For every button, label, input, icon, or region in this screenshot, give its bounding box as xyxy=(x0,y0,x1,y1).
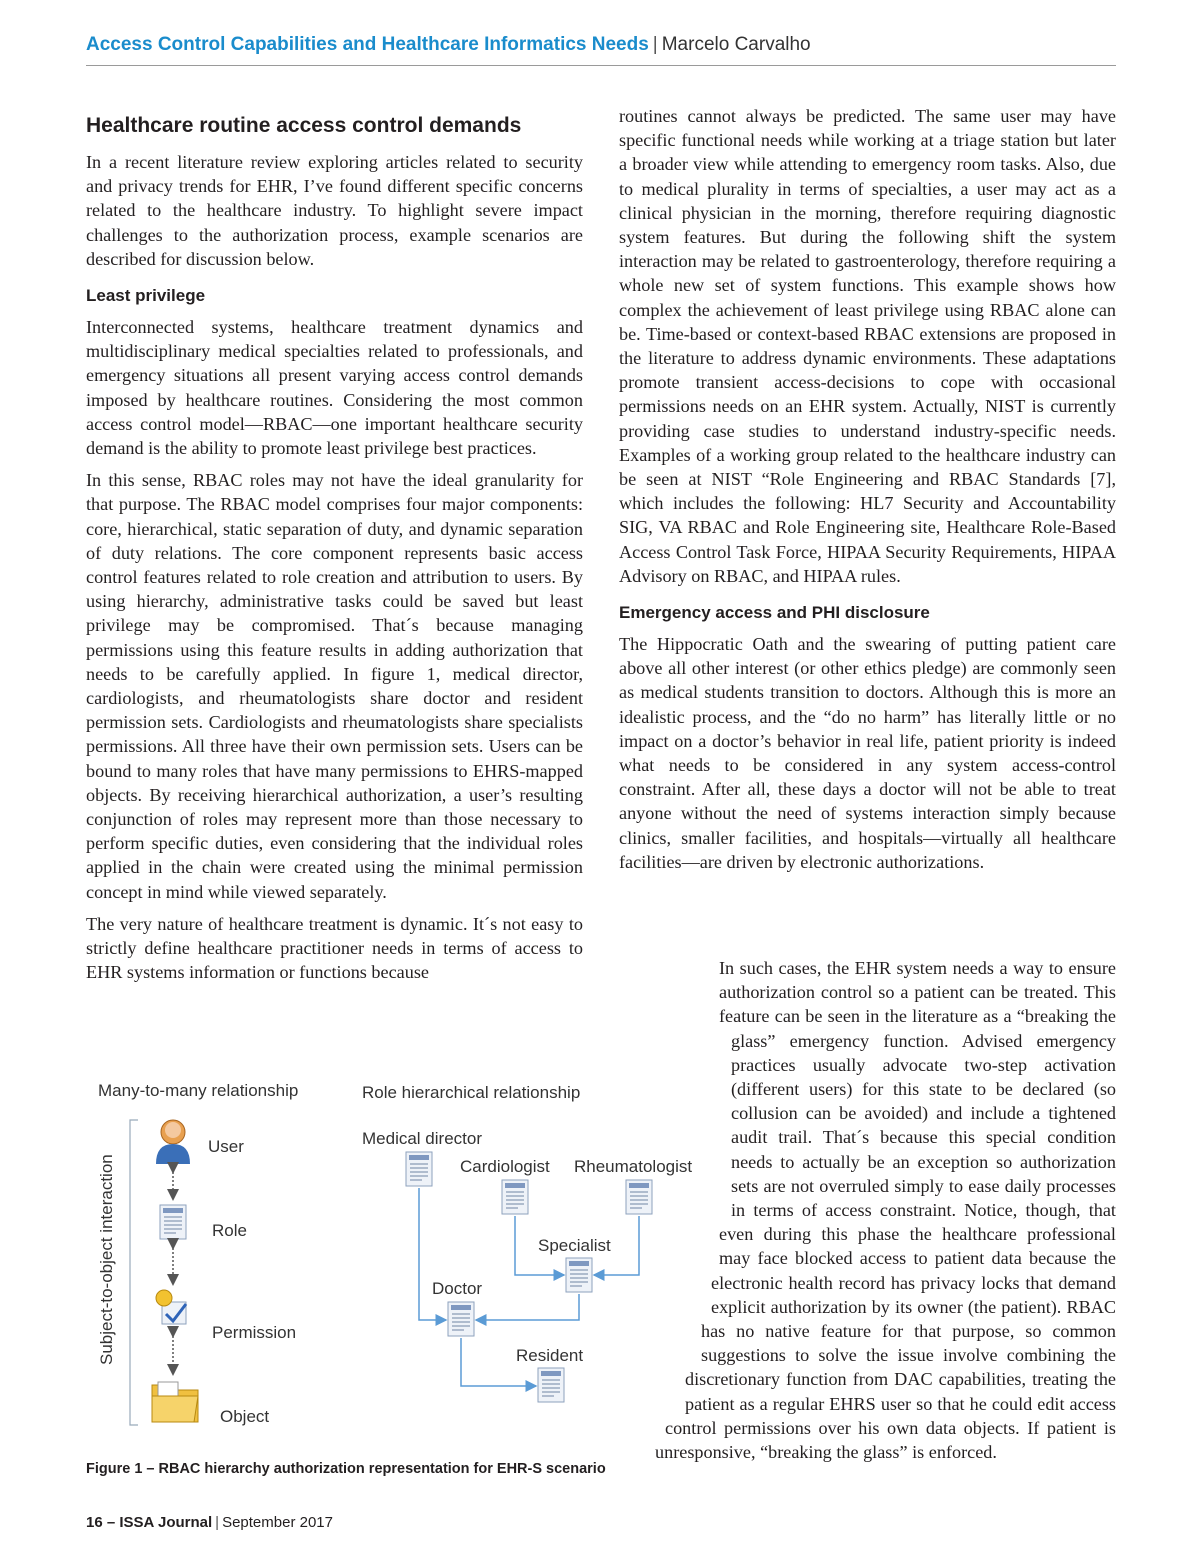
journal-section-title: Access Control Capabilities and Healthcare Informatics Needs xyxy=(86,34,649,55)
hippocratic-paragraph: The Hippocratic Oath and the swearing of putting patient care above all other interest (or other ethics pledge) are commonly seen as medical students transition to doctors. Although this is more an idealistic process, and the “do no harm” has literally little or no impact on a doctor’s behavior in real life, patient priority is indeed what needs to be considered in any system access-control constraint. After all, these days a doctor will not be able to treat anyone without the need of systems interaction simply because clinics, smaller facilities, and hospitals—virtually all healthcare facilities—are driven by electronic authorizations. xyxy=(619,634,1116,872)
footer-separator: | xyxy=(215,1514,220,1531)
role-medical-director: Medical director xyxy=(362,1129,482,1148)
figure-caption: Figure 1 – RBAC hierarchy authorization representation for EHR-S scenario xyxy=(86,1461,606,1477)
doctor-icon xyxy=(448,1302,474,1336)
chain-label-role: Role xyxy=(212,1221,247,1240)
role-resident: Resident xyxy=(516,1346,584,1365)
page-number-label: 16 – ISSA Journal xyxy=(86,1514,213,1531)
role-specialist: Specialist xyxy=(538,1236,611,1255)
director-doctor-arrow xyxy=(419,1188,446,1320)
intro-paragraph: In a recent literature review exploring articles related to security and privacy trends for EHR, I’ve found different specific concerns related to the healthcare industry. To highlight severe impact challenges to the authorization process, example scenarios are described for discussion below. xyxy=(86,152,583,269)
chain-label-permission: Permission xyxy=(212,1323,297,1342)
specialist-doctor-arrow xyxy=(476,1294,579,1320)
wrap-spacer xyxy=(619,956,719,1030)
role-cardiologist: Cardiologist xyxy=(460,1157,550,1176)
left-column xyxy=(86,110,583,993)
issue-date: September 2017 xyxy=(222,1514,333,1531)
medical-director-icon xyxy=(406,1152,432,1186)
chain-label-object: Object xyxy=(220,1407,270,1426)
right-diagram-title: Role hierarchical relationship xyxy=(362,1083,581,1102)
least-privilege-paragraph-3: The very nature of healthcare treatment is dynamic. It´s not easy to strictly define healthcare practitioner needs in terms of access to EHR systems information or functions because xyxy=(86,913,583,983)
breaking-glass-paragraph: In such cases, the EHR system needs a way to ensure authorization control so a patient can be treated. This feature can be seen in the literature as a “breaking the glass” emergency function. Advised emergency practices usually advocate two-step activation (different users) for this state to be declared (so collusion can be avoided) and include a tightened audit trail. That´s because this special condition needs to actually be an exception so authorization sets are not overruled simply to ease daily processes in terms of access constraint. Notice, though, that even during this phase the healthcare professional may face blocked access to patient data because the electronic health record has privacy locks that demand explicit authorization by its owner (the patient). RBAC has no native feature for that purpose, so common suggestions to solve the issue involve combining the discretionary function from DAC capabilities, treating the patient as a regular EHRS user so that he could edit access control permissions over his own data objects. If patient is unresponsive, “breaking the glass” is enforced. xyxy=(655,958,1116,1463)
figure-1-diagram xyxy=(86,1070,706,1460)
least-privilege-paragraph-1: Interconnected systems, healthcare treatment dynamics and multidisciplinary medical specialties related to professionals, and emergency situations all present varying access control demands imposed by healthcare routines. Considering the most common access control model—RBAC—one important healthcare security demand is the ability to promote least privilege best practices. xyxy=(86,317,583,459)
header-separator: | xyxy=(652,34,658,55)
role-rheumatologist: Rheumatologist xyxy=(574,1157,693,1176)
role-icon xyxy=(160,1205,186,1239)
chain-label-user: User xyxy=(208,1137,244,1156)
role-doctor: Doctor xyxy=(432,1279,483,1298)
rheumatologist-icon xyxy=(626,1180,652,1214)
least-privilege-heading: Least privilege xyxy=(86,286,206,306)
least-privilege-paragraph-2: In this sense, RBAC roles may not have the ideal granularity for that purpose. The RBAC model comprises four major components: core, hierarchical, static separation of duty, and dynamic separation of duty relations. The core component represents basic access control features related to role creation and attribution to users. By using hierarchy, administrative tasks could be saved but least privilege may be compromised. That´s because managing permissions using this feature results in adding authorization that needs to be carefully applied. In figure 1, medical director, cardiologists, and rheumatologists share doctor and resident permission sets. Cardiologists and rheumatologists share specialists permissions. All three have their own permission sets. Users can be bound to many roles that have many permissions to EHRS-mapped objects. By receiving hierarchical authorization, a user’s resulting conjunction of roles may represent more than those necessary to perform specific duties, even considering that the individual roles applied in the chain were created using the minimal permission concept in mind while viewed separately. xyxy=(86,470,583,902)
emergency-access-heading: Emergency access and PHI disclosure xyxy=(619,603,930,623)
specialist-icon xyxy=(566,1258,592,1292)
running-header xyxy=(86,34,1116,66)
folder-icon xyxy=(152,1382,198,1422)
left-diagram-title: Many-to-many relationship xyxy=(98,1081,299,1100)
vertical-axis-label: Subject-to-object interaction xyxy=(97,1154,116,1365)
bracket-line xyxy=(130,1120,138,1425)
routines-paragraph: routines cannot always be predicted. The same user may have specific functional needs while working at a triage station but later a broader view while attending to emergency room tasks. Also, due to medical plurality in terms of specialties, a user may act as a clinical physician in the morning, therefore requiring diagnostic system features. But during the following shift the system interaction may be related to gastroenterology, therefore requiring a whole new set of system functions. This example shows how complex the achievement of least privilege using RBAC alone can be. Time-based or context-based RBAC extensions are proposed in the literature to address dynamic environments. These adaptations promote transient access-decisions to cope with occasional permissions needs on an EHR system. Actually, NIST is currently providing case studies to understand industry-specific needs. Examples of a working group related to the healthcare industry can be seen at NIST “Role Engineering and RBAC Standards [7], which includes the following: HL7 Security and Accountability SIG, VA RBAC and Role Engineering site, Healthcare Role-Based Access Control Task Force, HIPAA Security Requirements, HIPAA Advisory on RBAC, and HIPAA rules. xyxy=(619,106,1116,586)
section-heading: Healthcare routine access control demands xyxy=(86,114,522,137)
figure-1 xyxy=(86,1070,706,1460)
author-name: Marcelo Carvalho xyxy=(661,34,811,55)
resident-icon xyxy=(538,1368,564,1402)
right-column xyxy=(619,104,1116,882)
page-footer xyxy=(86,1514,333,1531)
user-icon xyxy=(156,1120,190,1164)
permission-icon xyxy=(156,1290,186,1324)
cardiologist-icon xyxy=(502,1180,528,1214)
